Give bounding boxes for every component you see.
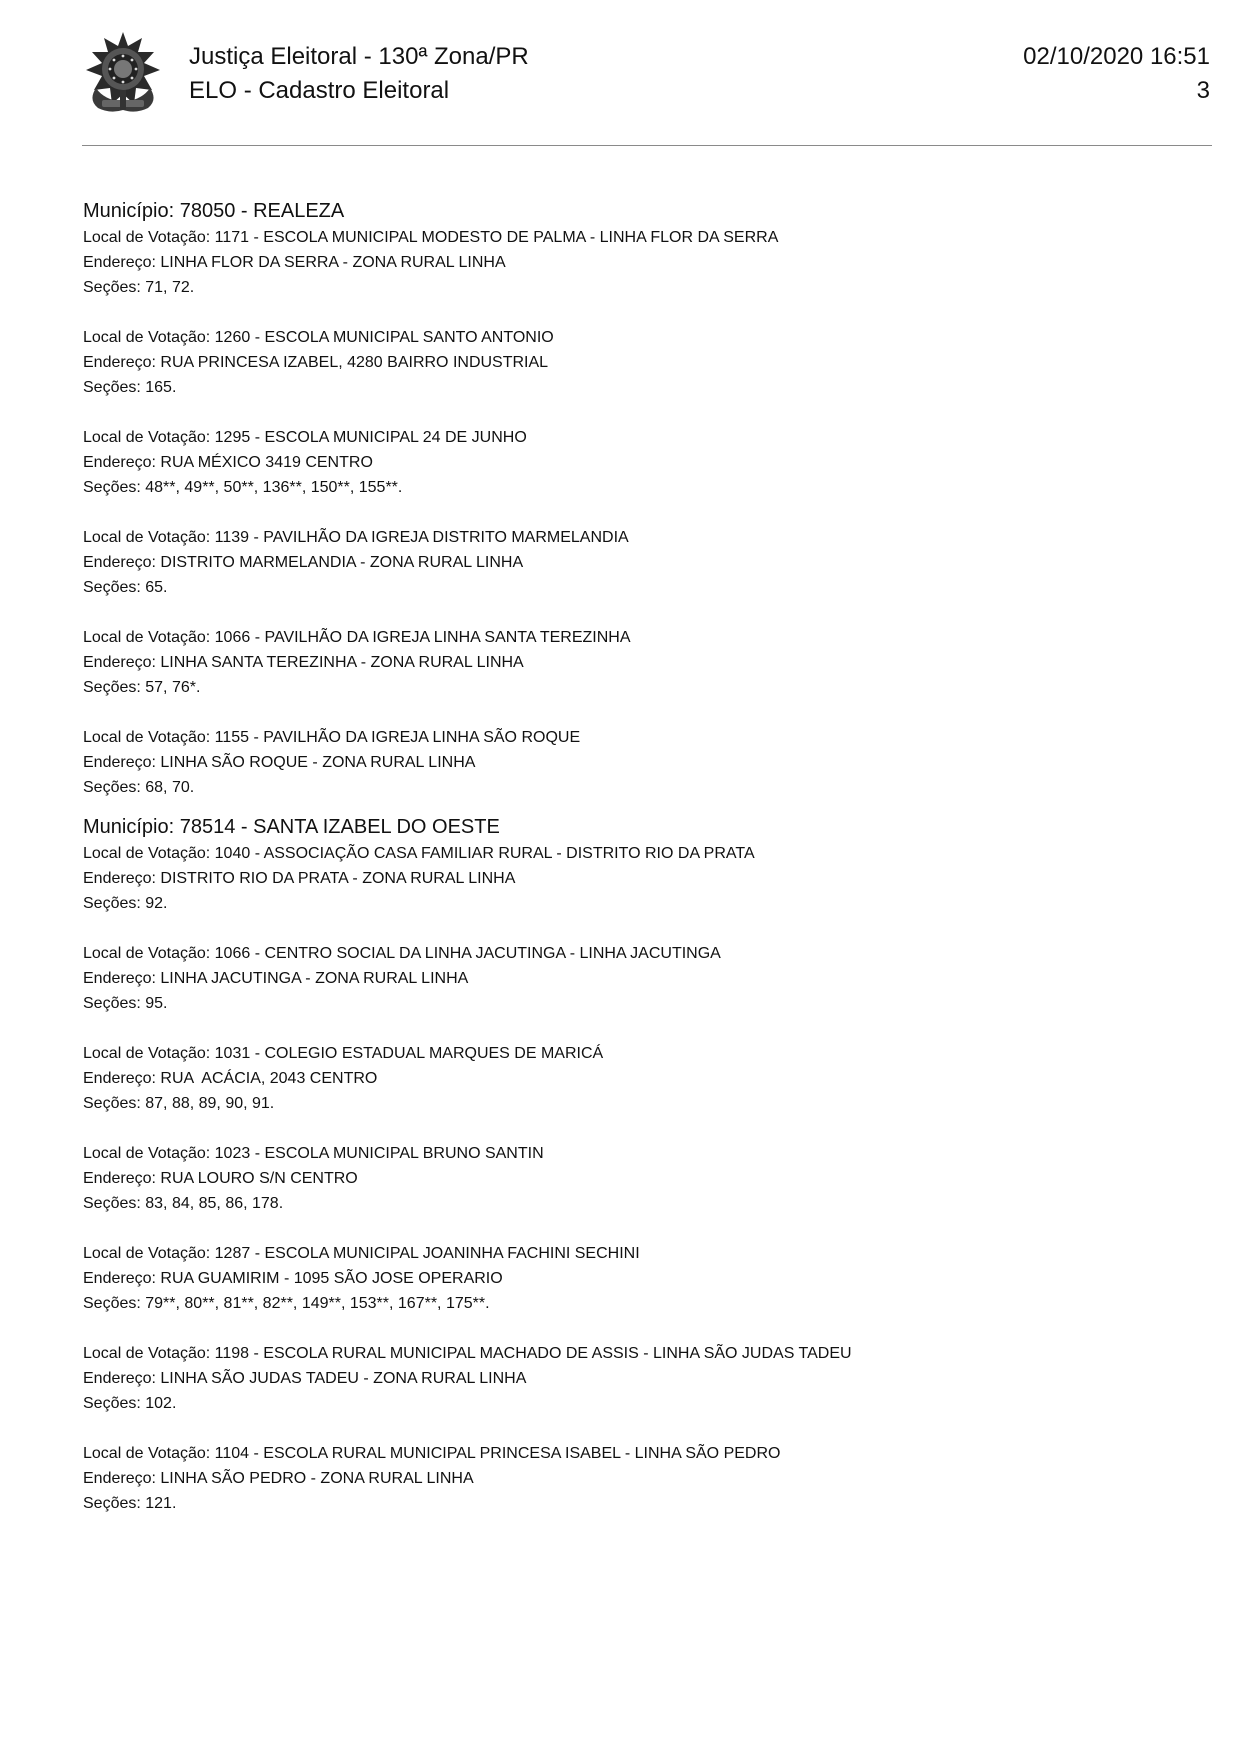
endereco-line: Endereço: LINHA SÃO PEDRO - ZONA RURAL LINHA <box>83 1470 474 1487</box>
secoes-line: Seções: 92. <box>83 895 168 912</box>
local-votacao-line: Local de Votação: 1171 - ESCOLA MUNICIPAL MODESTO DE PALMA - LINHA FLOR DA SERRA <box>83 229 779 246</box>
secoes-line: Seções: 87, 88, 89, 90, 91. <box>83 1095 275 1112</box>
secoes-line: Seções: 68, 70. <box>83 779 195 796</box>
endereco-line: Endereço: LINHA FLOR DA SERRA - ZONA RURAL LINHA <box>83 254 506 271</box>
endereco-line: Endereço: RUA GUAMIRIM - 1095 SÃO JOSE OPERARIO <box>83 1270 503 1287</box>
local-votacao-line: Local de Votação: 1040 - ASSOCIAÇÃO CASA FAMILIAR RURAL - DISTRITO RIO DA PRATA <box>83 845 755 862</box>
local-votacao-entry <box>83 1341 1203 1416</box>
municipio-title: Município: 78514 - SANTA IZABEL DO OESTE <box>83 816 500 838</box>
secoes-line: Seções: 65. <box>83 579 168 596</box>
local-votacao-line: Local de Votação: 1287 - ESCOLA MUNICIPAL JOANINHA FACHINI SECHINI <box>83 1245 640 1262</box>
local-votacao-entry <box>83 625 1203 700</box>
endereco-line: Endereço: DISTRITO RIO DA PRATA - ZONA RURAL LINHA <box>83 870 516 887</box>
local-votacao-line: Local de Votação: 1139 - PAVILHÃO DA IGREJA DISTRITO MARMELANDIA <box>83 529 629 546</box>
municipio-title: Município: 78050 - REALEZA <box>83 200 345 222</box>
local-votacao-entry <box>83 1241 1203 1316</box>
local-votacao-entry <box>83 525 1203 600</box>
secoes-line: Seções: 79**, 80**, 81**, 82**, 149**, 153**, 167**, 175**. <box>83 1295 490 1312</box>
secoes-line: Seções: 71, 72. <box>83 279 195 296</box>
local-votacao-entry <box>83 1141 1203 1216</box>
municipio-section <box>83 198 1203 800</box>
local-votacao-entry <box>83 425 1203 500</box>
local-votacao-line: Local de Votação: 1295 - ESCOLA MUNICIPAL 24 DE JUNHO <box>83 429 527 446</box>
endereco-line: Endereço: RUA ACÁCIA, 2043 CENTRO <box>83 1070 378 1087</box>
endereco-line: Endereço: LINHA JACUTINGA - ZONA RURAL LINHA <box>83 970 469 987</box>
secoes-line: Seções: 57, 76*. <box>83 679 201 696</box>
local-votacao-entry <box>83 1041 1203 1116</box>
header-title: Justiça Eleitoral - 130ª Zona/PR <box>189 43 529 70</box>
local-votacao-line: Local de Votação: 1066 - PAVILHÃO DA IGREJA LINHA SANTA TEREZINHA <box>83 629 631 646</box>
local-votacao-line: Local de Votação: 1198 - ESCOLA RURAL MUNICIPAL MACHADO DE ASSIS - LINHA SÃO JUDAS TADEU <box>83 1345 852 1362</box>
page-header <box>0 0 1240 150</box>
secoes-line: Seções: 95. <box>83 995 168 1012</box>
page-number: 3 <box>1196 77 1210 104</box>
local-votacao-entry <box>83 1441 1203 1516</box>
header-title-block <box>189 40 529 108</box>
secoes-line: Seções: 83, 84, 85, 86, 178. <box>83 1195 284 1212</box>
local-votacao-entry <box>83 725 1203 800</box>
local-votacao-entry <box>83 941 1203 1016</box>
local-votacao-line: Local de Votação: 1066 - CENTRO SOCIAL DA LINHA JACUTINGA - LINHA JACUTINGA <box>83 945 721 962</box>
endereco-line: Endereço: LINHA SÃO JUDAS TADEU - ZONA RURAL LINHA <box>83 1370 527 1387</box>
local-votacao-line: Local de Votação: 1031 - COLEGIO ESTADUAL MARQUES DE MARICÁ <box>83 1045 604 1062</box>
local-votacao-entry <box>83 841 1203 916</box>
local-votacao-line: Local de Votação: 1155 - PAVILHÃO DA IGREJA LINHA SÃO ROQUE <box>83 729 581 746</box>
local-votacao-line: Local de Votação: 1023 - ESCOLA MUNICIPAL BRUNO SANTIN <box>83 1145 544 1162</box>
secoes-line: Seções: 121. <box>83 1495 177 1512</box>
local-votacao-line: Local de Votação: 1104 - ESCOLA RURAL MUNICIPAL PRINCESA ISABEL - LINHA SÃO PEDRO <box>83 1445 781 1462</box>
municipio-section <box>83 814 1203 1516</box>
endereco-line: Endereço: LINHA SÃO ROQUE - ZONA RURAL LINHA <box>83 754 476 771</box>
local-votacao-entry <box>83 225 1203 300</box>
secoes-line: Seções: 48**, 49**, 50**, 136**, 150**, 155**. <box>83 479 403 496</box>
local-votacao-line: Local de Votação: 1260 - ESCOLA MUNICIPAL SANTO ANTONIO <box>83 329 554 346</box>
endereco-line: Endereço: RUA LOURO S/N CENTRO <box>83 1170 358 1187</box>
header-subtitle: ELO - Cadastro Eleitoral <box>189 77 450 104</box>
brazil-coat-of-arms-icon <box>82 30 164 116</box>
secoes-line: Seções: 165. <box>83 379 177 396</box>
endereco-line: Endereço: RUA MÉXICO 3419 CENTRO <box>83 454 373 471</box>
secoes-line: Seções: 102. <box>83 1395 177 1412</box>
print-datetime: 02/10/2020 16:51 <box>1023 43 1210 70</box>
endereco-line: Endereço: DISTRITO MARMELANDIA - ZONA RURAL LINHA <box>83 554 524 571</box>
document-body <box>83 198 1203 1516</box>
header-meta <box>1023 40 1210 108</box>
endereco-line: Endereço: LINHA SANTA TEREZINHA - ZONA RURAL LINHA <box>83 654 524 671</box>
local-votacao-entry <box>83 325 1203 400</box>
header-divider <box>82 145 1212 146</box>
endereco-line: Endereço: RUA PRINCESA IZABEL, 4280 BAIRRO INDUSTRIAL <box>83 354 549 371</box>
